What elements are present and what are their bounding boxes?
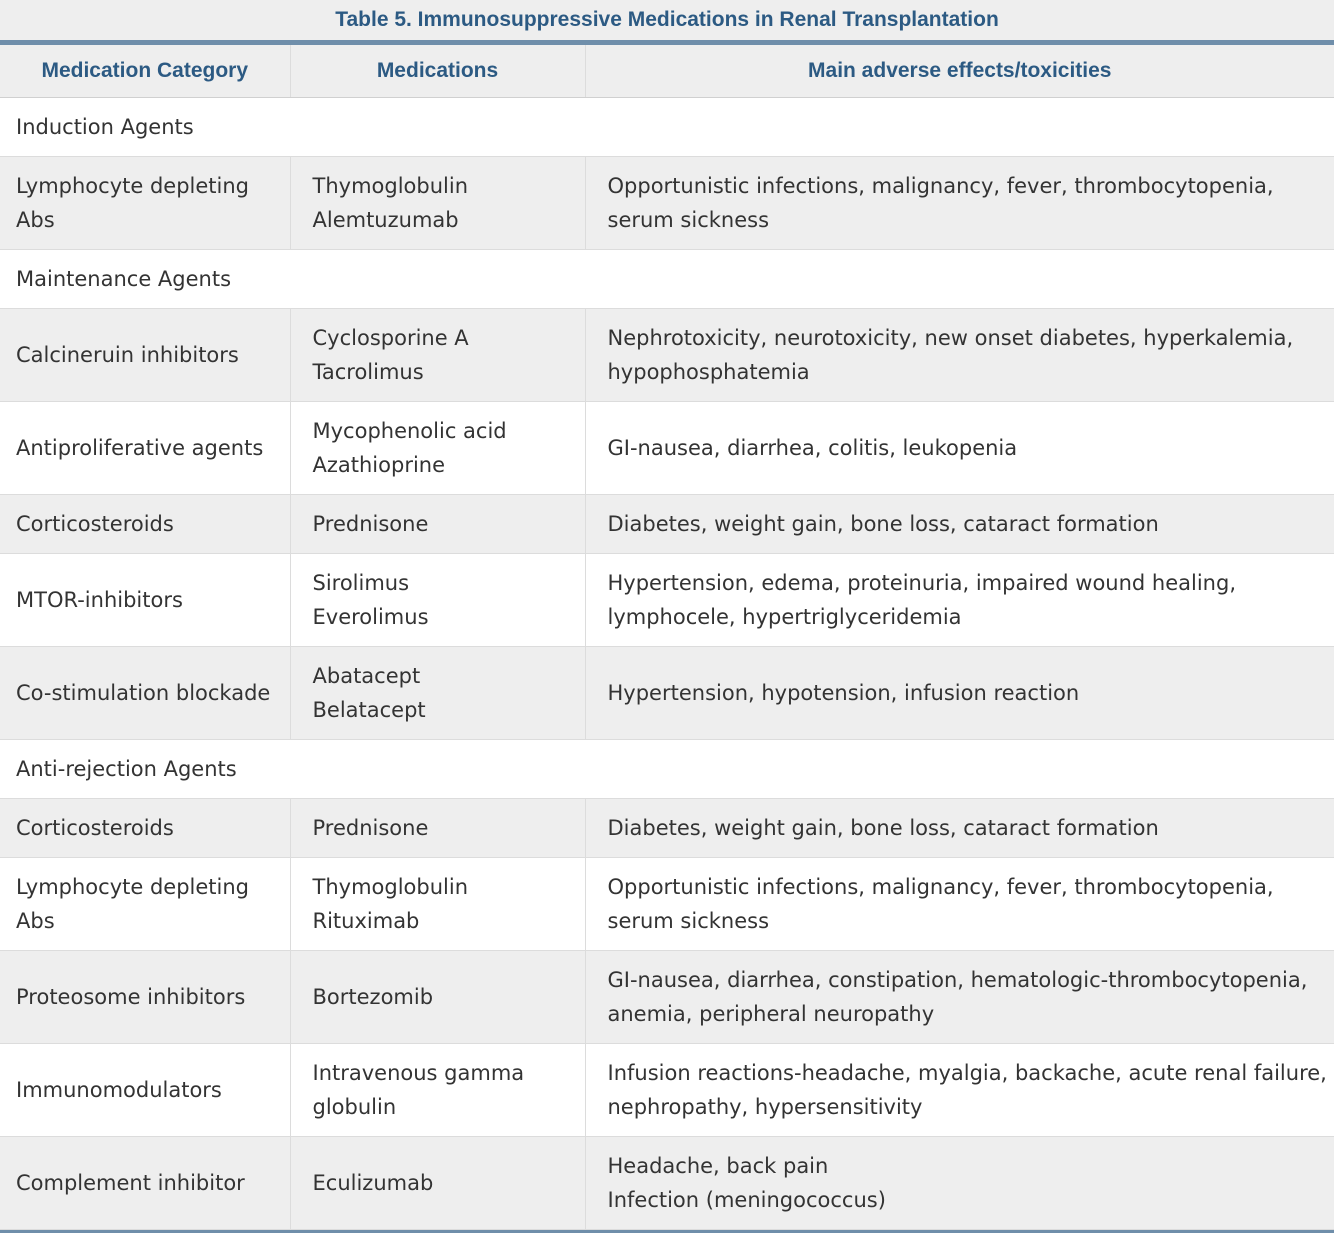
category-cell: Corticosteroids: [0, 799, 290, 858]
medication-name: Azathioprine: [312, 453, 446, 477]
table-row: [0, 647, 1334, 740]
medications-cell: [290, 1137, 585, 1230]
header-medications: Medications: [290, 45, 585, 98]
effects-cell: [585, 309, 1334, 402]
table-row: [0, 309, 1334, 402]
table-row: [0, 858, 1334, 951]
section-label: Maintenance Agents: [0, 250, 1334, 309]
medications-cell: [290, 495, 585, 554]
table-row: [0, 951, 1334, 1044]
table-row: [0, 1044, 1334, 1137]
medications-cell: [290, 951, 585, 1044]
category-cell: Lymphocyte depleting Abs: [0, 157, 290, 250]
table-row: [0, 799, 1334, 858]
medication-name: Abatacept: [312, 664, 421, 688]
medication-name: Prednisone: [312, 512, 429, 536]
effects-cell: [585, 402, 1334, 495]
category-cell: Lymphocyte depleting Abs: [0, 858, 290, 951]
medication-name: Rituximab: [312, 909, 420, 933]
effects-text: Hypertension, hypotension, infusion reaction: [607, 681, 1080, 705]
effects-cell: [585, 157, 1334, 250]
effects-cell: [585, 951, 1334, 1044]
category-cell: Co-stimulation blockade: [0, 647, 290, 740]
header-effects: Main adverse effects/toxicities: [585, 45, 1334, 98]
effects-text: Infection (meningococcus): [607, 1188, 886, 1212]
medication-name: Tacrolimus: [312, 360, 424, 384]
category-cell: Antiproliferative agents: [0, 402, 290, 495]
effects-text: Hypertension, edema, proteinuria, impaired wound healing, lymphocele, hypertriglyceridemia: [607, 571, 1236, 629]
effects-text: Opportunistic infections, malignancy, fever, thrombocytopenia, serum sickness: [607, 174, 1274, 232]
table-row: [0, 402, 1334, 495]
effects-text: Opportunistic infections, malignancy, fever, thrombocytopenia, serum sickness: [607, 875, 1274, 933]
effects-cell: [585, 799, 1334, 858]
medications-cell: [290, 157, 585, 250]
medications-cell: [290, 799, 585, 858]
category-cell: Immunomodulators: [0, 1044, 290, 1137]
effects-text: GI-nausea, diarrhea, constipation, hematologic-thrombocytopenia, anemia, peripheral neuropathy: [607, 968, 1308, 1026]
table-row: [0, 157, 1334, 250]
effects-text: GI-nausea, diarrhea, colitis, leukopenia: [607, 436, 1018, 460]
medication-name: Prednisone: [312, 816, 429, 840]
medication-name: Eculizumab: [312, 1171, 434, 1195]
medication-name: Alemtuzumab: [312, 208, 459, 232]
medication-name: Mycophenolic acid: [312, 419, 507, 443]
section-row: [0, 250, 1334, 309]
medications-cell: [290, 858, 585, 951]
header-row: [0, 45, 1334, 98]
effects-cell: [585, 1044, 1334, 1137]
medications-cell: [290, 309, 585, 402]
medications-cell: [290, 1044, 585, 1137]
effects-cell: [585, 858, 1334, 951]
table-body: [0, 98, 1334, 1230]
effects-text: Nephrotoxicity, neurotoxicity, new onset diabetes, hyperkalemia, hypophosphatemia: [607, 326, 1294, 384]
effects-cell: [585, 1137, 1334, 1230]
category-cell: Corticosteroids: [0, 495, 290, 554]
category-cell: Complement inhibitor: [0, 1137, 290, 1230]
category-cell: Proteosome inhibitors: [0, 951, 290, 1044]
table-row: [0, 495, 1334, 554]
effects-cell: [585, 647, 1334, 740]
category-cell: Calcineruin inhibitors: [0, 309, 290, 402]
section-row: [0, 740, 1334, 799]
section-label: Anti-rejection Agents: [0, 740, 1334, 799]
medications-cell: [290, 402, 585, 495]
effects-text: Diabetes, weight gain, bone loss, cataract formation: [607, 512, 1159, 536]
table-row: [0, 554, 1334, 647]
medication-name: Bortezomib: [312, 985, 434, 1009]
table-row: [0, 1137, 1334, 1230]
medications-cell: [290, 647, 585, 740]
medications-table: [0, 45, 1334, 1230]
medication-name: Thymoglobulin: [312, 875, 469, 899]
medication-name: Sirolimus: [312, 571, 410, 595]
medication-name: Everolimus: [312, 605, 429, 629]
header-category: Medication Category: [0, 45, 290, 98]
medication-name: Cyclosporine A: [312, 326, 469, 350]
section-row: [0, 98, 1334, 157]
effects-text: Diabetes, weight gain, bone loss, cataract formation: [607, 816, 1159, 840]
medication-name: Intravenous gamma globulin: [312, 1061, 525, 1119]
effects-text: Infusion reactions-headache, myalgia, backache, acute renal failure, nephropathy, hypersensitivity: [607, 1061, 1327, 1119]
table-title: Table 5. Immunosuppressive Medications in Renal Transplantation: [0, 0, 1334, 45]
effects-cell: [585, 554, 1334, 647]
effects-text: Headache, back pain: [607, 1154, 829, 1178]
category-cell: MTOR-inhibitors: [0, 554, 290, 647]
medication-name: Thymoglobulin: [312, 174, 469, 198]
medication-name: Belatacept: [312, 698, 426, 722]
medications-cell: [290, 554, 585, 647]
section-label: Induction Agents: [0, 98, 1334, 157]
effects-cell: [585, 495, 1334, 554]
